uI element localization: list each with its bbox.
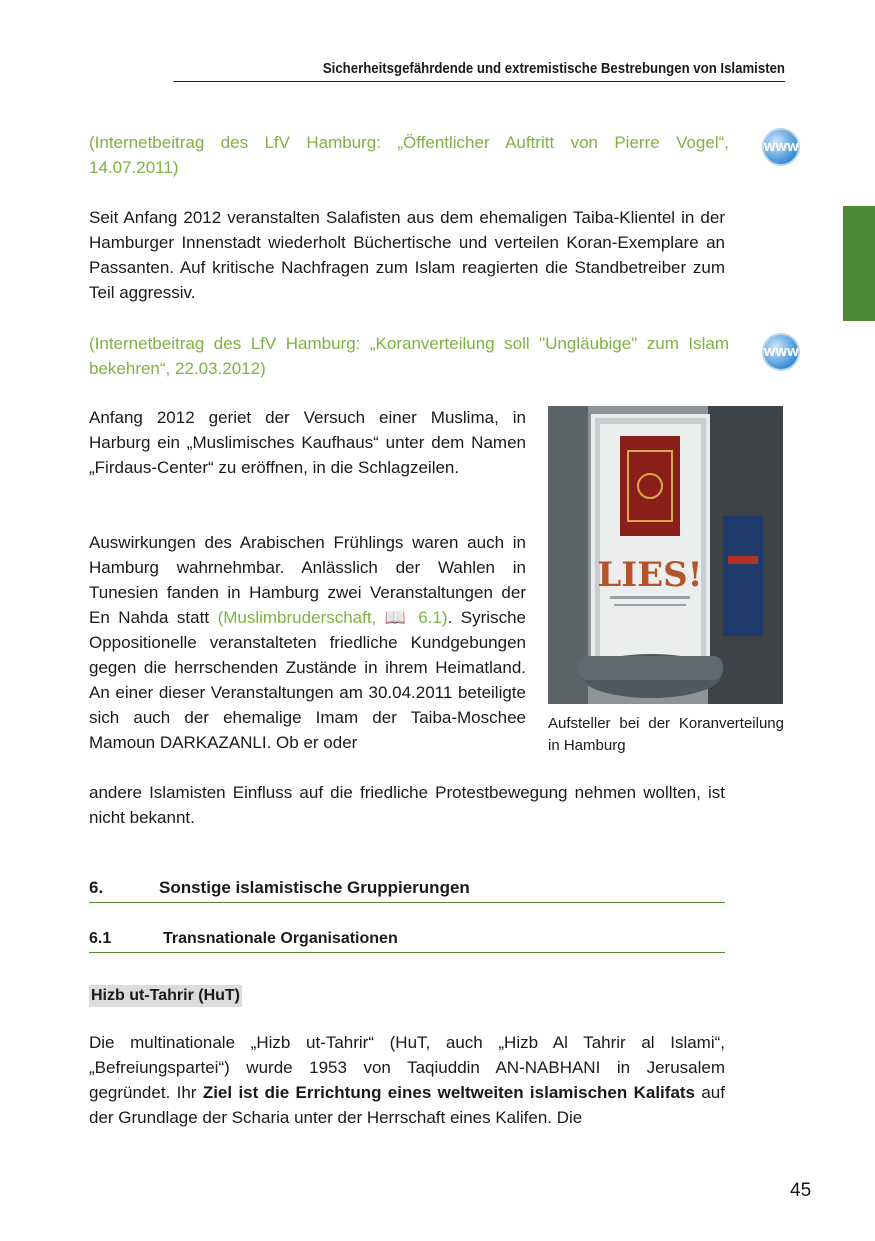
page-number: 45 bbox=[790, 1180, 812, 1201]
internet-reference-1[interactable]: (Internetbeitrag des LfV Hamburg: „Öffentlicher Auftritt von Pierre Vogel“, 14.07.2011) bbox=[89, 133, 729, 177]
paragraph-firdaus-center: Anfang 2012 geriet der Versuch einer Muslima, in Harburg ein „Muslimisches Kaufhaus“ unter dem Namen „Firdaus-Center“ zu eröffnen, in die Schlagzeilen. bbox=[89, 408, 526, 477]
paragraph-hizb-ut-tahrir: Die multinationale „Hizb ut-Tahrir“ (HuT, auch „Hizb Al Tahrir al Islami“, „Befreiungspartei“) wurde 1953 von Taqiuddin AN-NABHANI in Jerusalem gegründet. Ihr Ziel ist die Errichtung eines weltweiten islamischen Kalifats auf der Grundlage der Scharia unter der Herrschaft eines Kalifen. Die bbox=[89, 1033, 725, 1127]
chapter-tab bbox=[843, 206, 875, 321]
paragraph-salafist-booktables: Seit Anfang 2012 veranstalten Salafisten aus dem ehemaligen Taiba-Klientel in der Hamburger Innenstadt wiederholt Büchertische und verteilen Koran-Exemplare an Passanten. Auf kritische Nachfragen zum Islam reagierten die Standbetreiber zum Teil aggressiv. bbox=[89, 208, 725, 302]
www-icon[interactable]: WWW bbox=[762, 128, 800, 166]
running-head: Sicherheitsgefährdende und extremistische Bestrebungen von Islamisten bbox=[173, 60, 785, 82]
koran-sign-illustration bbox=[548, 406, 783, 704]
www-icon[interactable]: WWW bbox=[762, 333, 800, 371]
paragraph-arab-spring: Auswirkungen des Arabischen Frühlings waren auch in Hamburg wahrnehmbar. Anlässlich der Wahlen in Tunesien fanden in Hamburg zwei Veranstaltungen der En Nahda statt (Muslimbruderschaft, 📖 6.1). Syrische Oppositionelle veranstalteten friedliche Kundgebungen gegen die herrschenden Zustände in ihrem Heimatland. An einer dieser Veranstaltungen am 30.04.2011 beteiligte sich auch der ehemalige Imam der Taiba-Moschee Mamoun DARKAZANLI. Ob er oder bbox=[89, 533, 526, 752]
sign-headline: LIES! bbox=[597, 555, 703, 595]
photo-caption: Aufsteller bei der Koranverteilung in Hamburg bbox=[548, 715, 784, 754]
subsection-heading-hut: Hizb ut-Tahrir (HuT) bbox=[89, 985, 242, 1007]
photo-koran-sign bbox=[548, 406, 783, 704]
section-heading-6: 6. Sonstige islamistische Gruppierungen bbox=[89, 878, 725, 903]
paragraph-arab-spring-continued: andere Islamisten Einfluss auf die friedliche Protestbewegung nehmen wollten, ist nicht bekannt. bbox=[89, 783, 725, 827]
internet-reference-2[interactable]: (Internetbeitrag des LfV Hamburg: „Koranverteilung soll "Ungläubige" zum Islam bekehren“, 22.03.2012) bbox=[89, 334, 729, 378]
section-heading-6-1: 6.1 Transnationale Organisationen bbox=[89, 930, 725, 953]
cross-reference-link[interactable]: (Muslimbruderschaft, 📖 6.1) bbox=[217, 608, 448, 627]
